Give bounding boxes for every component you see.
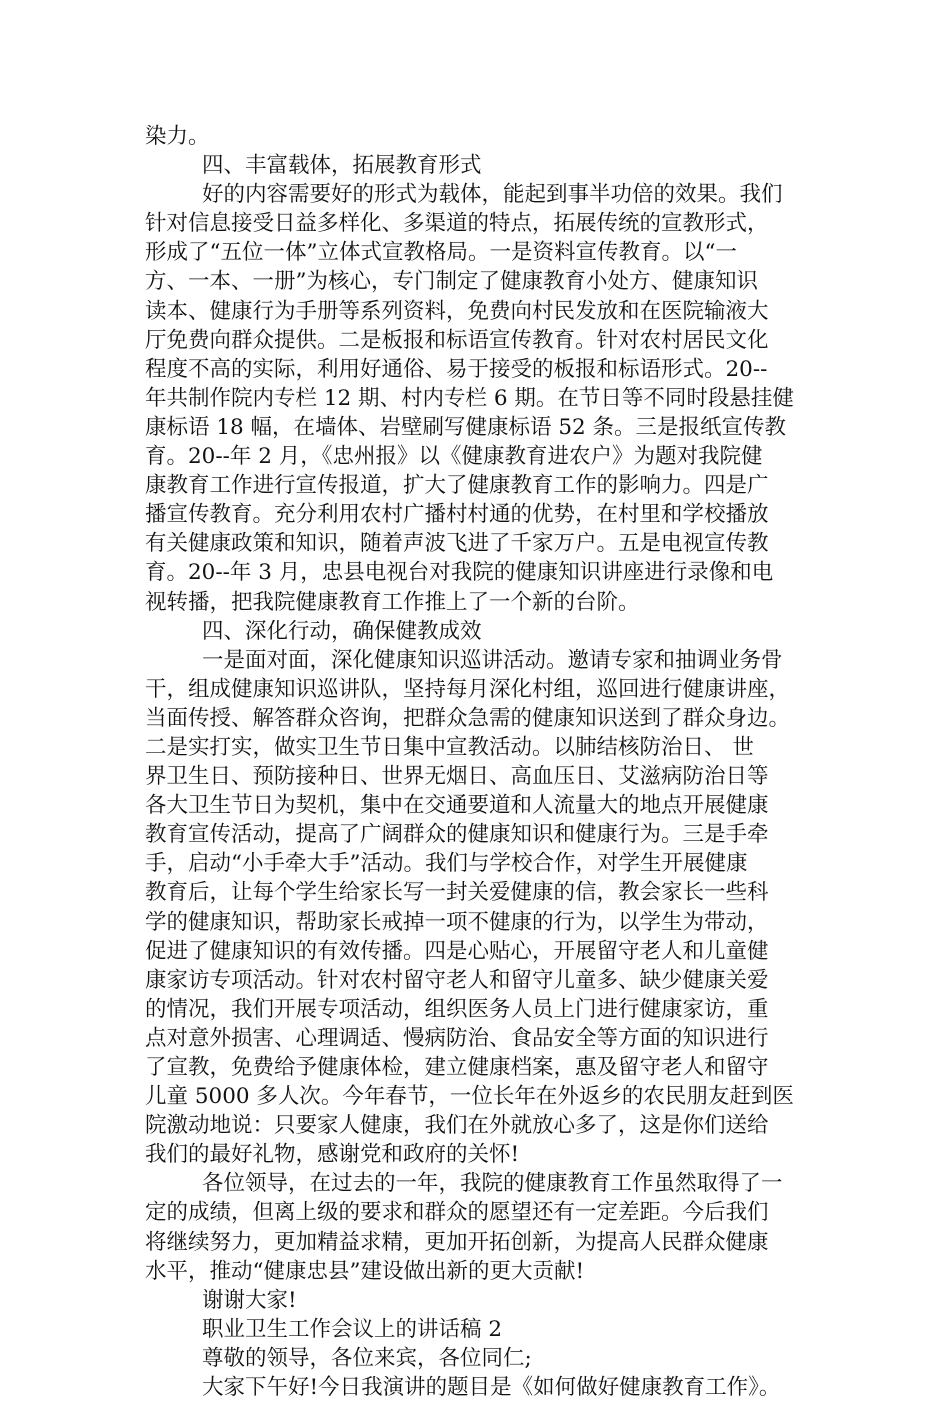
text-line: 康标语 18 幅，在墙体、岩壁刷写健康标语 52 条。三是报纸宣传教 <box>145 414 787 440</box>
text-line: 各位领导，在过去的一年，我院的健康教育工作虽然取得了一 <box>202 1171 783 1197</box>
text-line: 厅免费向群众提供。二是板报和标语宣传教育。针对农村居民文化 <box>145 327 769 353</box>
text-line: 手，启动“小手牵大手”活动。我们与学校合作，对学生开展健康 <box>145 851 748 877</box>
text-line: 学的健康知识，帮助家长戒掉一项不健康的行为，以学生为带动， <box>145 909 769 935</box>
text-line: 点对意外损害、心理调适、慢病防治、食品安全等方面的知识进行 <box>145 1025 769 1051</box>
text-line: 了宣教，免费给予健康体检，建立健康档案，惠及留守老人和留守 <box>145 1055 769 1080</box>
text-line: 的情况，我们开展专项活动，组织医务人员上门进行健康家访，重 <box>145 996 769 1022</box>
text-line: 教育后，让每个学生给家长写一封关爱健康的信，教会家长一些科 <box>145 880 769 906</box>
text-line: 四、丰富载体，拓展教育形式 <box>202 153 482 179</box>
text-line: 育。20--年 3 月，忠县电视台对我院的健康知识讲座进行录像和电 <box>145 560 774 586</box>
document-body <box>145 122 825 1402</box>
text-line: 染力。 <box>145 124 210 149</box>
text-line: 定的成绩，但离上级的要求和群众的愿望还有一定差距。今后我们 <box>145 1200 769 1226</box>
text-line: 方、一本、一册”为核心，专门制定了健康教育小处方、健康知识 <box>145 269 758 295</box>
text-line: 视转播，把我院健康教育工作推上了一个新的台阶。 <box>145 589 640 615</box>
text-line: 播宣传教育。充分利用农村广播村村通的优势，在村里和学校播放 <box>145 502 769 528</box>
text-line: 康教育工作进行宣传报道，扩大了健康教育工作的影响力。四是广 <box>145 473 769 499</box>
text-line: 水平，推动“健康忠县”建设做出新的更大贡献! <box>145 1258 585 1284</box>
text-line: 形成了“五位一体”立体式宣教格局。一是资料宣传教育。以“一 <box>145 240 737 266</box>
text-line: 二是实打实，做实卫生节日集中宣教活动。以肺结核防治日、 世 <box>145 734 754 760</box>
text-line: 当面传授、解答群众咨询，把群众急需的健康知识送到了群众身边。 <box>145 705 791 731</box>
text-line: 职业卫生工作会议上的讲话稿 2 <box>202 1316 503 1342</box>
text-line: 康家访专项活动。针对农村留守老人和留守儿童多、缺少健康关爱 <box>145 967 769 993</box>
text-line: 四、深化行动，确保健教成效 <box>202 618 482 644</box>
text-line: 大家下午好!今日我演讲的题目是《如何做好健康教育工作》。 <box>202 1375 781 1401</box>
text-line: 一是面对面，深化健康知识巡讲活动。邀请专家和抽调业务骨 <box>202 647 783 673</box>
text-line: 促进了健康知识的有效传播。四是心贴心，开展留守老人和儿童健 <box>145 938 769 964</box>
text-line: 尊敬的领导，各位来宾，各位同仁; <box>202 1345 532 1371</box>
text-line: 读本、健康行为手册等系列资料，免费向村民发放和在医院输液大 <box>145 298 769 324</box>
text-line: 干，组成健康知识巡讲队，坚持每月深化村组，巡回进行健康讲座， <box>145 676 791 702</box>
text-line: 各大卫生节日为契机，集中在交通要道和人流量大的地点开展健康 <box>145 793 769 819</box>
text-line: 儿童 5000 多人次。今年春节，一位长年在外返乡的农民朋友赶到医 <box>145 1084 794 1110</box>
text-line: 好的内容需要好的形式为载体，能起到事半功倍的效果。我们 <box>202 182 783 208</box>
text-line: 我们的最好礼物，感谢党和政府的关怀! <box>145 1142 520 1168</box>
text-line: 程度不高的实际，利用好通俗、易于接受的板报和标语形式。20-- <box>145 356 768 382</box>
text-line: 有关健康政策和知识，随着声波飞进了千家万户。五是电视宣传教 <box>145 531 769 557</box>
text-line: 教育宣传活动，提高了广阔群众的健康知识和健康行为。三是手牵 <box>145 822 769 848</box>
text-line: 育。20--年 2 月，《忠州报》以《健康教育进农户》为题对我院健 <box>145 444 763 470</box>
text-line: 界卫生日、预防接种日、世界无烟日、高血压日、艾滋病防治日等 <box>145 764 769 790</box>
text-line: 将继续努力，更加精益求精，更加开拓创新，为提高人民群众健康 <box>145 1229 769 1255</box>
text-line: 针对信息接受日益多样化、多渠道的特点，拓展传统的宣教形式， <box>145 211 769 237</box>
text-line: 谢谢大家! <box>202 1287 297 1313</box>
text-line: 年共制作院内专栏 12 期、村内专栏 6 期。在节日等不同时段悬挂健 <box>145 385 794 411</box>
text-line: 院激动地说：只要家人健康，我们在外就放心多了，这是你们送给 <box>145 1113 769 1139</box>
